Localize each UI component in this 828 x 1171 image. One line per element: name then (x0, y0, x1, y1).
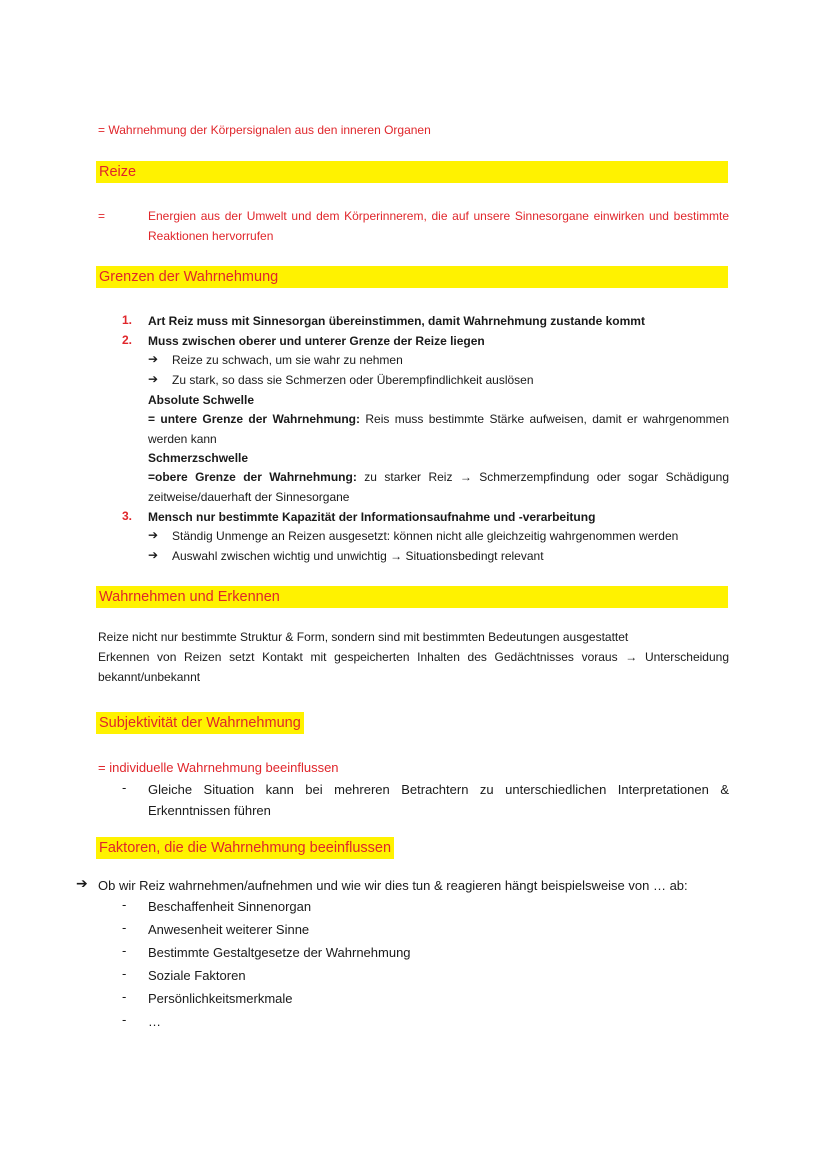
dash-bullet: - (122, 966, 127, 981)
schmerzschwelle-title: Schmerzschwelle (148, 451, 249, 465)
faktoren-intro: Ob wir Reiz wahrnehmen/aufnehmen und wie wir dies tun & reagieren hängt beispielsweise von … ab: (98, 878, 688, 893)
absolute-schwelle-bold: = untere Grenze der Wahrnehmung: (148, 412, 361, 426)
grenzen-item-1: Art Reiz muss mit Sinnesorgan übereinstimmen, damit Wahrnehmung zustande kommt (148, 314, 645, 328)
arrow-icon: ➔ (148, 372, 159, 386)
grenzen-num-2: 2. (122, 333, 133, 347)
dash-bullet: - (122, 920, 127, 935)
heading-reize: Reize (96, 161, 728, 183)
faktoren-item: Persönlichkeitsmerkmale (148, 991, 293, 1006)
subjektiv-definition: = individuelle Wahrnehmung beeinflussen (98, 760, 339, 775)
faktoren-item: Bestimmte Gestaltgesetze der Wahrnehmung (148, 945, 411, 960)
schmerzschwelle-rest: zu starker Reiz → Schmerzempfindung oder sogar Schädigung zeitweise/dauerhaft der Sinnesorgane (148, 470, 730, 504)
grenzen-num-1: 1. (122, 313, 133, 327)
faktoren-item: Soziale Faktoren (148, 968, 246, 983)
reize-definition: Energien aus der Umwelt und dem Körperinnerem, die auf unsere Sinnesorgane einwirken und bestimmte Reaktionen hervorrufen (148, 209, 729, 243)
erkennen-line-2: Erkennen von Reizen setzt Kontakt mit gespeicherten Inhalten des Gedächtnisses voraus → Unterscheidung bekannt/unbekannt (98, 650, 729, 684)
heading-subjektiv: Subjektivität der Wahrnehmung (96, 712, 304, 734)
arrow-icon: ➔ (148, 352, 159, 366)
schmerzschwelle-text (148, 468, 729, 507)
dash-bullet: - (122, 780, 127, 795)
dash-bullet: - (122, 1012, 127, 1027)
faktoren-item: Beschaffenheit Sinnenorgan (148, 899, 312, 914)
reize-symbol: = (98, 209, 106, 223)
absolute-schwelle-text (148, 410, 729, 449)
absolute-schwelle-title: Absolute Schwelle (148, 393, 255, 407)
grenzen-item-2: Muss zwischen oberer und unterer Grenze der Reize liegen (148, 334, 485, 348)
intro-definition: = Wahrnehmung der Körpersignalen aus den inneren Organen (98, 123, 431, 137)
grenzen-sub-2-1: Reize zu schwach, um sie wahr zu nehmen (172, 353, 403, 367)
schmerzschwelle-bold: =obere Grenze der Wahrnehmung: (148, 470, 357, 484)
grenzen-sub-2-2: Zu stark, so dass sie Schmerzen oder Überempfindlichkeit auslösen (172, 373, 534, 387)
heading-faktoren: Faktoren, die die Wahrnehmung beeinflussen (96, 837, 394, 859)
grenzen-num-3: 3. (122, 509, 133, 523)
grenzen-sub-3-2: Auswahl zwischen wichtig und unwichtig → Situationsbedingt relevant (172, 549, 544, 563)
dash-bullet: - (122, 897, 127, 912)
faktoren-item: Anwesenheit weiterer Sinne (148, 922, 310, 937)
grenzen-item-3: Mensch nur bestimmte Kapazität der Informationsaufnahme und -verarbeitung (148, 510, 596, 524)
grenzen-sub-3-1: Ständig Unmenge an Reizen ausgesetzt: können nicht alle gleichzeitig wahrgenommen werden (172, 529, 679, 543)
subjektiv-point: Gleiche Situation kann bei mehreren Betrachtern zu unterschiedlichen Interpretationen & Erkenntnissen führen (148, 782, 729, 818)
faktoren-item: … (148, 1014, 161, 1029)
arrow-icon: ➔ (76, 875, 88, 891)
erkennen-line-1: Reize nicht nur bestimmte Struktur & Form, sondern sind mit bestimmten Bedeutungen ausgestattet (98, 630, 629, 644)
dash-bullet: - (122, 989, 127, 1004)
absolute-schwelle-rest: Reis muss bestimmte Stärke aufweisen, damit er wahrgenommen werden kann (148, 412, 729, 446)
arrow-icon: ➔ (148, 548, 159, 562)
arrow-icon: ➔ (148, 528, 159, 542)
heading-grenzen: Grenzen der Wahrnehmung (96, 266, 728, 288)
heading-erkennen: Wahrnehmen und Erkennen (96, 586, 728, 608)
dash-bullet: - (122, 943, 127, 958)
